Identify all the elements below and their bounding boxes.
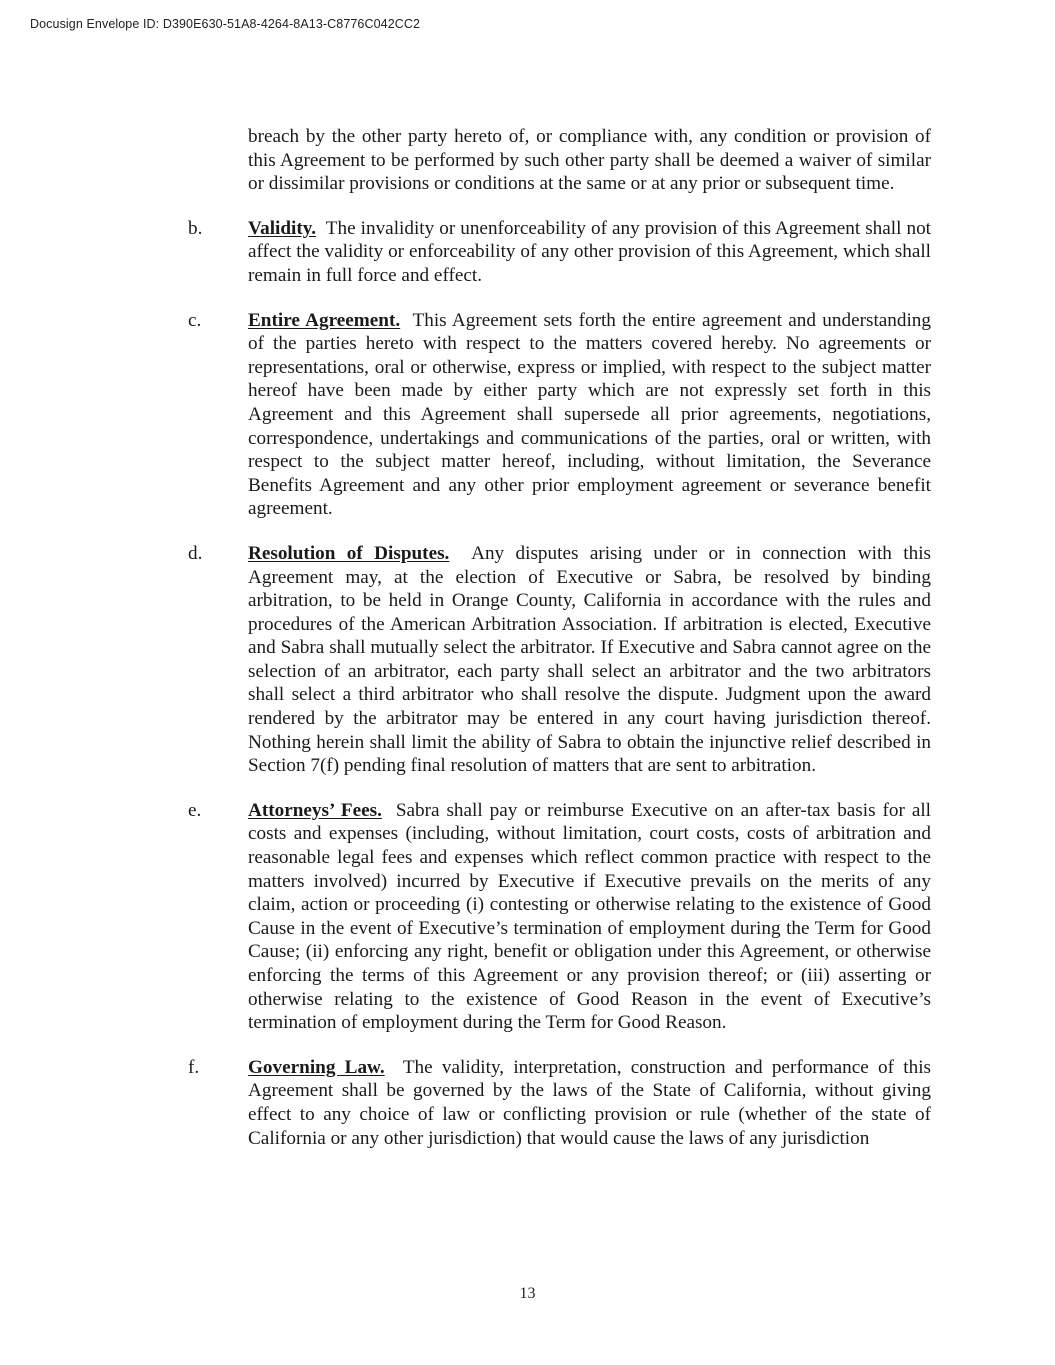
intro-marker [188,125,248,196]
section-body: Any disputes arising under or in connection with this Agreement may, at the election of Executive or Sabra, be resolved by binding arbitration, to be held in Orange County, California in accordance with the rules and procedures of the American Arbitration Association. If arbitration is elected, Executive and Sabra shall mutually select the arbitrator. If Executive and Sabra cannot agree on the selection of an arbitrator, each party shall select an arbitrator and the two arbitrators shall select a third arbitrator who shall resolve the dispute. Judgment upon the award rendered by the arbitrator may be entered in any court having jurisdiction thereof. Nothing herein shall limit the ability of Sabra to obtain the injunctive relief described in Section 7(f) pending final resolution of matters that are sent to arbitration. [248,542,931,777]
section-marker: e. [188,799,202,821]
section-marker: f. [188,1056,200,1078]
page-number: 13 [519,1285,536,1302]
section-text [248,217,931,288]
section-b [188,217,931,288]
section-d [188,542,931,778]
section-text [248,1056,931,1150]
envelope-id: Docusign Envelope ID: D390E630-51A8-4264-8A13-C8776C042CC2 [30,17,421,31]
section-heading: Resolution of Disputes. [248,542,450,564]
document-body [188,125,931,1171]
section-heading: Validity. [248,217,317,239]
section-marker: d. [188,542,203,564]
section-text [248,309,931,521]
section-body: The validity, interpretation, construction and performance of this Agreement shall be governed by the laws of the State of California, without giving effect to any choice of law or conflicting provision or rule (whether of the state of California or any other jurisdiction) that would cause the laws of any jurisdiction [248,1056,931,1149]
section-text [248,799,931,1035]
section-heading: Entire Agreement. [248,309,401,331]
section-body: Sabra shall pay or reimburse Executive on an after-tax basis for all costs and expenses (including, without limitation, court costs, costs of arbitration and reasonable legal fees and expenses which reflect common practice with respect to the matters involved) incurred by Executive if Executive prevails on the merits of any claim, action or proceeding (i) contesting or otherwise relating to the existence of Good Cause in the event of Executive’s termination of employment during the Term for Good Cause; (ii) enforcing any right, benefit or obligation under this Agreement, or otherwise enforcing the terms of this Agreement or any provision thereof; or (iii) asserting or otherwise relating to the existence of Good Reason in the event of Executive’s termination of employment during the Term for Good Reason. [248,799,931,1034]
section-heading: Attorneys’ Fees. [248,799,382,821]
section-f [188,1056,931,1150]
section-marker: c. [188,309,202,331]
intro-text: breach by the other party hereto of, or compliance with, any condition or provision of this Agreement to be performed by such other party shall be deemed a waiver of similar or dissimilar provisions or conditions at the same or at any prior or subsequent time. [248,126,931,195]
section-marker: b. [188,217,203,239]
section-body: The invalidity or unenforceability of any provision of this Agreement shall not affect the validity or enforceability of any other provision of this Agreement, which shall remain in full force and effect. [248,217,931,286]
intro-paragraph [188,125,931,196]
section-body: This Agreement sets forth the entire agreement and understanding of the parties hereto with respect to the matters covered hereby. No agreements or representations, oral or otherwise, express or implied, with respect to the subject matter hereof have been made by either party which are not expressly set forth in this Agreement and this Agreement shall supersede all prior agreements, negotiations, correspondence, undertakings and communications of the parties, oral or written, with respect to the subject matter hereof, including, without limitation, the Severance Benefits Agreement and any other prior employment agreement or severance benefit agreement. [248,309,931,520]
section-e [188,799,931,1035]
section-c [188,309,931,521]
section-text [248,542,931,778]
section-heading: Governing Law. [248,1056,385,1078]
